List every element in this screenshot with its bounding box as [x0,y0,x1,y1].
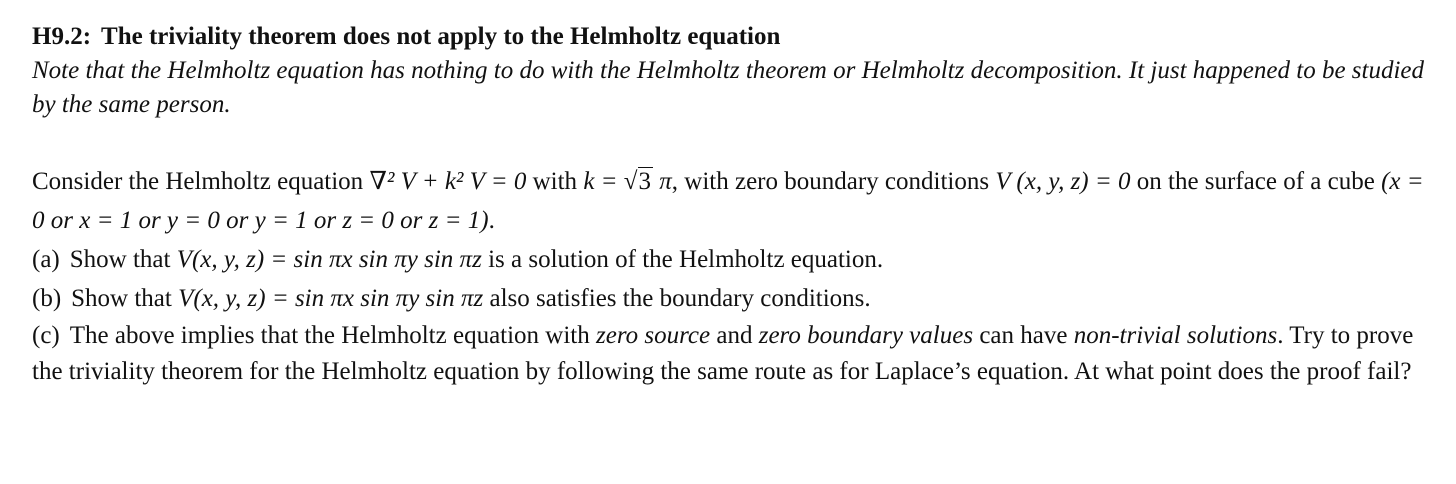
part-c [32,318,1432,390]
radicand: 3 [638,168,652,195]
intro-text-5: . [488,207,495,234]
k-definition-prefix: k = [583,168,624,195]
intro-text-4: on the surface of a cube [1130,168,1382,195]
part-text: is a solution of the Helmholtz equation. [481,246,884,273]
problem-note: Note that the Helmholtz equation has nothing to do with the Helmholtz theorem or Helmholtz decomposition. It just happened to be studied by the same person. [32,57,1425,118]
part-text: can have [973,322,1074,349]
part-text: The above implies that the Helmholtz equation with [69,322,597,349]
problem-number: H9.2: [32,23,92,50]
part-text: Show that [71,285,179,312]
emphasis-zero-boundary-values: zero boundary values [758,322,974,349]
k-definition-suffix: π [653,168,672,195]
problem-intro [32,162,1432,240]
boundary-condition: V (x, y, z) = 0 [995,168,1131,195]
part-equation: V(x, y, z) = sin πx sin πy sin πz [178,285,484,312]
part-text: also satisfies the boundary conditions. [483,285,871,312]
radical-sign-icon: √ [623,168,638,195]
problem-title: The triviality theorem does not apply to the Helmholtz equation [101,23,781,50]
intro-text-1: Consider the Helmholtz equation [32,168,370,195]
part-text: . Try to prove the triviality theorem for the Helmholtz equation by following the same route as for Laplace’s equation. At what point does the proof fail? [32,322,1414,385]
part-text: Show that [69,246,177,273]
emphasis-non-trivial-solutions: non-trivial solutions [1073,322,1278,349]
problem-block [32,20,1432,390]
part-a [32,240,1432,279]
problem-heading [32,20,1432,54]
helmholtz-equation: ∇² V + k² V = 0 [369,168,527,195]
part-label: (a) [32,246,60,273]
part-label: (c) [32,322,60,349]
emphasis-zero-source: zero source [596,322,711,349]
part-label: (b) [32,285,62,312]
part-b [32,279,1432,318]
part-equation: V(x, y, z) = sin πx sin πy sin πz [176,246,482,273]
intro-text-3: , with zero boundary conditions [671,168,996,195]
square-root [624,162,653,201]
part-text: and [710,322,759,349]
intro-text-2: with [526,168,584,195]
cube-faces: (x = 0 or x = 1 or y = 0 or y = 1 or z = 0 or z = 1) [32,168,1424,234]
